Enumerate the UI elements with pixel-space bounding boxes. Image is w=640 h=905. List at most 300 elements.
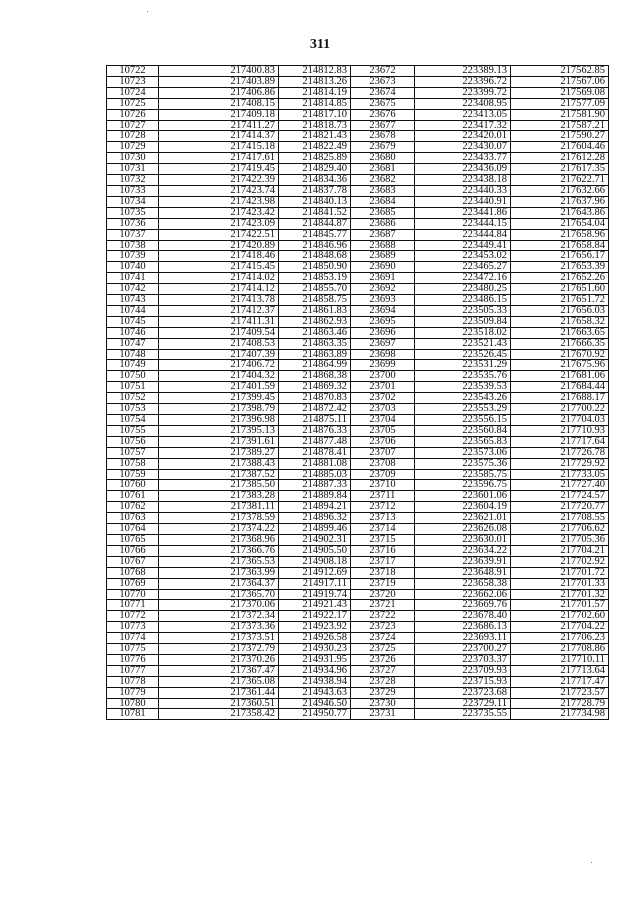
y-coordinate-cell: 214829.40 — [279, 164, 351, 175]
x-coordinate-cell: 223417.32 — [415, 120, 511, 131]
point-id-cell: 10754 — [107, 415, 159, 426]
y-coordinate-cell: 217708.86 — [511, 644, 609, 655]
point-id-cell: 23701 — [351, 382, 415, 393]
y-coordinate-cell: 217658.84 — [511, 240, 609, 251]
point-id-cell: 23679 — [351, 142, 415, 153]
x-coordinate-cell: 223560.84 — [415, 425, 511, 436]
point-id-cell: 10733 — [107, 185, 159, 196]
table-row — [107, 578, 609, 589]
point-id-cell: 23676 — [351, 109, 415, 120]
point-id-cell: 23723 — [351, 622, 415, 633]
x-coordinate-cell: 217372.34 — [159, 611, 279, 622]
y-coordinate-cell: 217604.46 — [511, 142, 609, 153]
point-id-cell: 23677 — [351, 120, 415, 131]
point-id-cell: 23700 — [351, 371, 415, 382]
point-id-cell: 23727 — [351, 665, 415, 676]
y-coordinate-cell: 217587.21 — [511, 120, 609, 131]
table-row — [107, 305, 609, 316]
x-coordinate-cell: 217365.53 — [159, 556, 279, 567]
x-coordinate-cell: 217422.39 — [159, 175, 279, 186]
y-coordinate-cell: 214896.32 — [279, 513, 351, 524]
y-coordinate-cell: 214946.50 — [279, 698, 351, 709]
point-id-cell: 10755 — [107, 425, 159, 436]
table-row — [107, 131, 609, 142]
x-coordinate-cell: 217422.51 — [159, 229, 279, 240]
y-coordinate-cell: 214926.58 — [279, 633, 351, 644]
x-coordinate-cell: 217411.27 — [159, 120, 279, 131]
y-coordinate-cell: 214822.49 — [279, 142, 351, 153]
y-coordinate-cell: 217567.06 — [511, 76, 609, 87]
y-coordinate-cell: 214922.17 — [279, 611, 351, 622]
point-id-cell: 10723 — [107, 76, 159, 87]
y-coordinate-cell: 217658.96 — [511, 229, 609, 240]
x-coordinate-cell: 223509.84 — [415, 316, 511, 327]
y-coordinate-cell: 214855.70 — [279, 284, 351, 295]
x-coordinate-cell: 223573.06 — [415, 447, 511, 458]
x-coordinate-cell: 217370.26 — [159, 654, 279, 665]
y-coordinate-cell: 214950.77 — [279, 709, 351, 720]
y-coordinate-cell: 214887.33 — [279, 480, 351, 491]
table-row — [107, 76, 609, 87]
point-id-cell: 10737 — [107, 229, 159, 240]
point-id-cell: 10739 — [107, 251, 159, 262]
y-coordinate-cell: 217637.96 — [511, 196, 609, 207]
point-id-cell: 10732 — [107, 175, 159, 186]
y-coordinate-cell: 214923.92 — [279, 622, 351, 633]
point-id-cell: 23718 — [351, 567, 415, 578]
point-id-cell: 10740 — [107, 262, 159, 273]
x-coordinate-cell: 217417.61 — [159, 153, 279, 164]
y-coordinate-cell: 217675.96 — [511, 360, 609, 371]
point-id-cell: 23730 — [351, 698, 415, 709]
y-coordinate-cell: 217704.03 — [511, 415, 609, 426]
y-coordinate-cell: 217569.08 — [511, 87, 609, 98]
x-coordinate-cell: 217415.45 — [159, 262, 279, 273]
y-coordinate-cell: 214813.26 — [279, 76, 351, 87]
y-coordinate-cell: 217701.32 — [511, 589, 609, 600]
table-row — [107, 611, 609, 622]
y-coordinate-cell: 217706.23 — [511, 633, 609, 644]
x-coordinate-cell: 223433.77 — [415, 153, 511, 164]
point-id-cell: 10741 — [107, 273, 159, 284]
table-row — [107, 218, 609, 229]
x-coordinate-cell: 223389.13 — [415, 66, 511, 77]
point-id-cell: 23704 — [351, 415, 415, 426]
table-row — [107, 273, 609, 284]
point-id-cell: 10781 — [107, 709, 159, 720]
point-id-cell: 23674 — [351, 87, 415, 98]
point-id-cell: 23699 — [351, 360, 415, 371]
x-coordinate-cell: 223553.29 — [415, 404, 511, 415]
point-id-cell: 10743 — [107, 295, 159, 306]
y-coordinate-cell: 214878.41 — [279, 447, 351, 458]
x-coordinate-cell: 223521.43 — [415, 338, 511, 349]
y-coordinate-cell: 217717.47 — [511, 676, 609, 687]
y-coordinate-cell: 217701.33 — [511, 578, 609, 589]
x-coordinate-cell: 223449.41 — [415, 240, 511, 251]
table-row — [107, 480, 609, 491]
x-coordinate-cell: 223430.07 — [415, 142, 511, 153]
y-coordinate-cell: 214846.96 — [279, 240, 351, 251]
point-id-cell: 23693 — [351, 295, 415, 306]
table-row — [107, 109, 609, 120]
y-coordinate-cell: 214862.93 — [279, 316, 351, 327]
y-coordinate-cell: 214845.77 — [279, 229, 351, 240]
point-id-cell: 10779 — [107, 687, 159, 698]
table-row — [107, 327, 609, 338]
y-coordinate-cell: 217562.85 — [511, 66, 609, 77]
x-coordinate-cell: 217358.42 — [159, 709, 279, 720]
table-row — [107, 98, 609, 109]
point-id-cell: 10767 — [107, 556, 159, 567]
point-id-cell: 23707 — [351, 447, 415, 458]
x-coordinate-cell: 217391.61 — [159, 436, 279, 447]
table-row — [107, 404, 609, 415]
point-id-cell: 23717 — [351, 556, 415, 567]
x-coordinate-cell: 217414.02 — [159, 273, 279, 284]
x-coordinate-cell: 223601.06 — [415, 491, 511, 502]
y-coordinate-cell: 214881.08 — [279, 458, 351, 469]
y-coordinate-cell: 217717.64 — [511, 436, 609, 447]
x-coordinate-cell: 223596.75 — [415, 480, 511, 491]
y-coordinate-cell: 214921.43 — [279, 600, 351, 611]
point-id-cell: 10770 — [107, 589, 159, 600]
x-coordinate-cell: 217363.99 — [159, 567, 279, 578]
scan-speck — [591, 862, 592, 863]
y-coordinate-cell: 214834.36 — [279, 175, 351, 186]
table-row — [107, 654, 609, 665]
x-coordinate-cell: 223531.29 — [415, 360, 511, 371]
y-coordinate-cell: 217702.60 — [511, 611, 609, 622]
table-row — [107, 513, 609, 524]
x-coordinate-cell: 223715.93 — [415, 676, 511, 687]
point-id-cell: 23725 — [351, 644, 415, 655]
x-coordinate-cell: 217373.36 — [159, 622, 279, 633]
x-coordinate-cell: 223678.40 — [415, 611, 511, 622]
x-coordinate-cell: 217419.45 — [159, 164, 279, 175]
table-row — [107, 120, 609, 131]
y-coordinate-cell: 214861.83 — [279, 305, 351, 316]
point-id-cell: 23688 — [351, 240, 415, 251]
point-id-cell: 10778 — [107, 676, 159, 687]
x-coordinate-cell: 217413.78 — [159, 295, 279, 306]
y-coordinate-cell: 217632.66 — [511, 185, 609, 196]
x-coordinate-cell: 223539.53 — [415, 382, 511, 393]
point-id-cell: 10736 — [107, 218, 159, 229]
x-coordinate-cell: 217412.37 — [159, 305, 279, 316]
x-coordinate-cell: 217374.22 — [159, 524, 279, 535]
point-id-cell: 10725 — [107, 98, 159, 109]
point-id-cell: 10748 — [107, 349, 159, 360]
x-coordinate-cell: 223639.91 — [415, 556, 511, 567]
y-coordinate-cell: 217724.57 — [511, 491, 609, 502]
y-coordinate-cell: 217702.92 — [511, 556, 609, 567]
x-coordinate-cell: 217366.76 — [159, 545, 279, 556]
y-coordinate-cell: 214875.11 — [279, 415, 351, 426]
table-row — [107, 316, 609, 327]
point-id-cell: 23683 — [351, 185, 415, 196]
point-id-cell: 10777 — [107, 665, 159, 676]
x-coordinate-cell: 223465.27 — [415, 262, 511, 273]
y-coordinate-cell: 217684.44 — [511, 382, 609, 393]
table-row — [107, 534, 609, 545]
x-coordinate-cell: 223396.72 — [415, 76, 511, 87]
point-id-cell: 23692 — [351, 284, 415, 295]
table-row — [107, 469, 609, 480]
point-id-cell: 23702 — [351, 393, 415, 404]
table-row — [107, 698, 609, 709]
x-coordinate-cell: 223535.76 — [415, 371, 511, 382]
table-row — [107, 349, 609, 360]
x-coordinate-cell: 223440.33 — [415, 185, 511, 196]
point-id-cell: 10780 — [107, 698, 159, 709]
point-id-cell: 10763 — [107, 513, 159, 524]
y-coordinate-cell: 217728.79 — [511, 698, 609, 709]
table-row — [107, 382, 609, 393]
x-coordinate-cell: 217365.08 — [159, 676, 279, 687]
y-coordinate-cell: 214814.85 — [279, 98, 351, 109]
x-coordinate-cell: 223444.84 — [415, 229, 511, 240]
y-coordinate-cell: 214821.43 — [279, 131, 351, 142]
x-coordinate-cell: 217408.15 — [159, 98, 279, 109]
x-coordinate-cell: 217411.31 — [159, 316, 279, 327]
x-coordinate-cell: 217404.32 — [159, 371, 279, 382]
y-coordinate-cell: 217617.35 — [511, 164, 609, 175]
table-row — [107, 502, 609, 513]
y-coordinate-cell: 217577.09 — [511, 98, 609, 109]
table-row — [107, 207, 609, 218]
y-coordinate-cell: 217681.06 — [511, 371, 609, 382]
y-coordinate-cell: 217708.55 — [511, 513, 609, 524]
table-row — [107, 338, 609, 349]
point-id-cell: 23712 — [351, 502, 415, 513]
point-id-cell: 10750 — [107, 371, 159, 382]
coordinates-table-body — [107, 66, 609, 720]
y-coordinate-cell: 217710.11 — [511, 654, 609, 665]
y-coordinate-cell: 214844.87 — [279, 218, 351, 229]
table-row — [107, 567, 609, 578]
x-coordinate-cell: 223626.08 — [415, 524, 511, 535]
table-row — [107, 491, 609, 502]
y-coordinate-cell: 217651.60 — [511, 284, 609, 295]
point-id-cell: 10745 — [107, 316, 159, 327]
y-coordinate-cell: 217656.17 — [511, 251, 609, 262]
page-number: 311 — [309, 37, 331, 52]
x-coordinate-cell: 223441.86 — [415, 207, 511, 218]
x-coordinate-cell: 217361.44 — [159, 687, 279, 698]
y-coordinate-cell: 217733.05 — [511, 469, 609, 480]
y-coordinate-cell: 214919.74 — [279, 589, 351, 600]
x-coordinate-cell: 223480.25 — [415, 284, 511, 295]
x-coordinate-cell: 217409.18 — [159, 109, 279, 120]
y-coordinate-cell: 217726.78 — [511, 447, 609, 458]
table-row — [107, 687, 609, 698]
y-coordinate-cell: 214812.83 — [279, 66, 351, 77]
x-coordinate-cell: 217372.79 — [159, 644, 279, 655]
x-coordinate-cell: 217388.43 — [159, 458, 279, 469]
x-coordinate-cell: 217387.52 — [159, 469, 279, 480]
point-id-cell: 10744 — [107, 305, 159, 316]
y-coordinate-cell: 214817.10 — [279, 109, 351, 120]
x-coordinate-cell: 223472.16 — [415, 273, 511, 284]
y-coordinate-cell: 217654.04 — [511, 218, 609, 229]
point-id-cell: 10775 — [107, 644, 159, 655]
x-coordinate-cell: 217378.59 — [159, 513, 279, 524]
x-coordinate-cell: 223505.33 — [415, 305, 511, 316]
table-row — [107, 436, 609, 447]
table-row — [107, 447, 609, 458]
x-coordinate-cell: 217414.12 — [159, 284, 279, 295]
point-id-cell: 23686 — [351, 218, 415, 229]
point-id-cell: 23713 — [351, 513, 415, 524]
x-coordinate-cell: 223575.36 — [415, 458, 511, 469]
point-id-cell: 10766 — [107, 545, 159, 556]
table-row — [107, 556, 609, 567]
x-coordinate-cell: 223709.93 — [415, 665, 511, 676]
point-id-cell: 23694 — [351, 305, 415, 316]
point-id-cell: 10729 — [107, 142, 159, 153]
point-id-cell: 23720 — [351, 589, 415, 600]
y-coordinate-cell: 217700.22 — [511, 404, 609, 415]
x-coordinate-cell: 217365.70 — [159, 589, 279, 600]
x-coordinate-cell: 217368.96 — [159, 534, 279, 545]
table-row — [107, 709, 609, 720]
y-coordinate-cell: 214863.46 — [279, 327, 351, 338]
x-coordinate-cell: 223686.13 — [415, 622, 511, 633]
x-coordinate-cell: 223648.91 — [415, 567, 511, 578]
x-coordinate-cell: 223438.18 — [415, 175, 511, 186]
point-id-cell: 10735 — [107, 207, 159, 218]
table-row — [107, 589, 609, 600]
x-coordinate-cell: 223662.06 — [415, 589, 511, 600]
point-id-cell: 23672 — [351, 66, 415, 77]
y-coordinate-cell: 217612.28 — [511, 153, 609, 164]
x-coordinate-cell: 223630.01 — [415, 534, 511, 545]
x-coordinate-cell: 223634.22 — [415, 545, 511, 556]
x-coordinate-cell: 217389.27 — [159, 447, 279, 458]
point-id-cell: 23715 — [351, 534, 415, 545]
x-coordinate-cell: 217396.98 — [159, 415, 279, 426]
point-id-cell: 10749 — [107, 360, 159, 371]
x-coordinate-cell: 217395.13 — [159, 425, 279, 436]
y-coordinate-cell: 214863.35 — [279, 338, 351, 349]
y-coordinate-cell: 217658.32 — [511, 316, 609, 327]
y-coordinate-cell: 217713.64 — [511, 665, 609, 676]
point-id-cell: 10773 — [107, 622, 159, 633]
x-coordinate-cell: 217364.37 — [159, 578, 279, 589]
table-row — [107, 360, 609, 371]
y-coordinate-cell: 214853.19 — [279, 273, 351, 284]
point-id-cell: 10774 — [107, 633, 159, 644]
table-row — [107, 175, 609, 186]
point-id-cell: 10756 — [107, 436, 159, 447]
x-coordinate-cell: 223408.95 — [415, 98, 511, 109]
y-coordinate-cell: 217590.27 — [511, 131, 609, 142]
y-coordinate-cell: 217581.90 — [511, 109, 609, 120]
table-row — [107, 229, 609, 240]
point-id-cell: 23690 — [351, 262, 415, 273]
y-coordinate-cell: 217653.39 — [511, 262, 609, 273]
point-id-cell: 10762 — [107, 502, 159, 513]
table-row — [107, 66, 609, 77]
table-row — [107, 284, 609, 295]
y-coordinate-cell: 217622.71 — [511, 175, 609, 186]
x-coordinate-cell: 217383.28 — [159, 491, 279, 502]
y-coordinate-cell: 217705.36 — [511, 534, 609, 545]
point-id-cell: 23678 — [351, 131, 415, 142]
x-coordinate-cell: 223735.55 — [415, 709, 511, 720]
table-row — [107, 295, 609, 306]
point-id-cell: 10738 — [107, 240, 159, 251]
scan-speck — [147, 11, 148, 12]
table-row — [107, 545, 609, 556]
point-id-cell: 23726 — [351, 654, 415, 665]
x-coordinate-cell: 217406.86 — [159, 87, 279, 98]
y-coordinate-cell: 217727.40 — [511, 480, 609, 491]
point-id-cell: 10760 — [107, 480, 159, 491]
point-id-cell: 10769 — [107, 578, 159, 589]
point-id-cell: 10764 — [107, 524, 159, 535]
point-id-cell: 23685 — [351, 207, 415, 218]
y-coordinate-cell: 214864.99 — [279, 360, 351, 371]
x-coordinate-cell: 217385.50 — [159, 480, 279, 491]
point-id-cell: 10765 — [107, 534, 159, 545]
point-id-cell: 23706 — [351, 436, 415, 447]
table-row — [107, 371, 609, 382]
x-coordinate-cell: 223486.15 — [415, 295, 511, 306]
point-id-cell: 23729 — [351, 687, 415, 698]
x-coordinate-cell: 217398.79 — [159, 404, 279, 415]
point-id-cell: 10771 — [107, 600, 159, 611]
x-coordinate-cell: 223440.91 — [415, 196, 511, 207]
x-coordinate-cell: 217370.06 — [159, 600, 279, 611]
y-coordinate-cell: 217656.03 — [511, 305, 609, 316]
x-coordinate-cell: 217423.98 — [159, 196, 279, 207]
y-coordinate-cell: 214872.42 — [279, 404, 351, 415]
y-coordinate-cell: 214877.48 — [279, 436, 351, 447]
table-row — [107, 164, 609, 175]
table-row — [107, 196, 609, 207]
x-coordinate-cell: 223604.19 — [415, 502, 511, 513]
x-coordinate-cell: 223585.75 — [415, 469, 511, 480]
table-row — [107, 633, 609, 644]
y-coordinate-cell: 214814.19 — [279, 87, 351, 98]
table-row — [107, 142, 609, 153]
x-coordinate-cell: 223556.15 — [415, 415, 511, 426]
table-row — [107, 415, 609, 426]
x-coordinate-cell: 217401.59 — [159, 382, 279, 393]
y-coordinate-cell: 214876.33 — [279, 425, 351, 436]
x-coordinate-cell: 217415.18 — [159, 142, 279, 153]
point-id-cell: 10727 — [107, 120, 159, 131]
point-id-cell: 10724 — [107, 87, 159, 98]
y-coordinate-cell: 214938.94 — [279, 676, 351, 687]
y-coordinate-cell: 214885.03 — [279, 469, 351, 480]
point-id-cell: 23691 — [351, 273, 415, 284]
y-coordinate-cell: 214902.31 — [279, 534, 351, 545]
x-coordinate-cell: 217408.53 — [159, 338, 279, 349]
y-coordinate-cell: 214908.18 — [279, 556, 351, 567]
y-coordinate-cell: 214850.90 — [279, 262, 351, 273]
table-row — [107, 251, 609, 262]
point-id-cell: 10757 — [107, 447, 159, 458]
point-id-cell: 10726 — [107, 109, 159, 120]
y-coordinate-cell: 214868.38 — [279, 371, 351, 382]
point-id-cell: 10761 — [107, 491, 159, 502]
x-coordinate-cell: 217418.46 — [159, 251, 279, 262]
y-coordinate-cell: 214841.52 — [279, 207, 351, 218]
y-coordinate-cell: 214931.95 — [279, 654, 351, 665]
